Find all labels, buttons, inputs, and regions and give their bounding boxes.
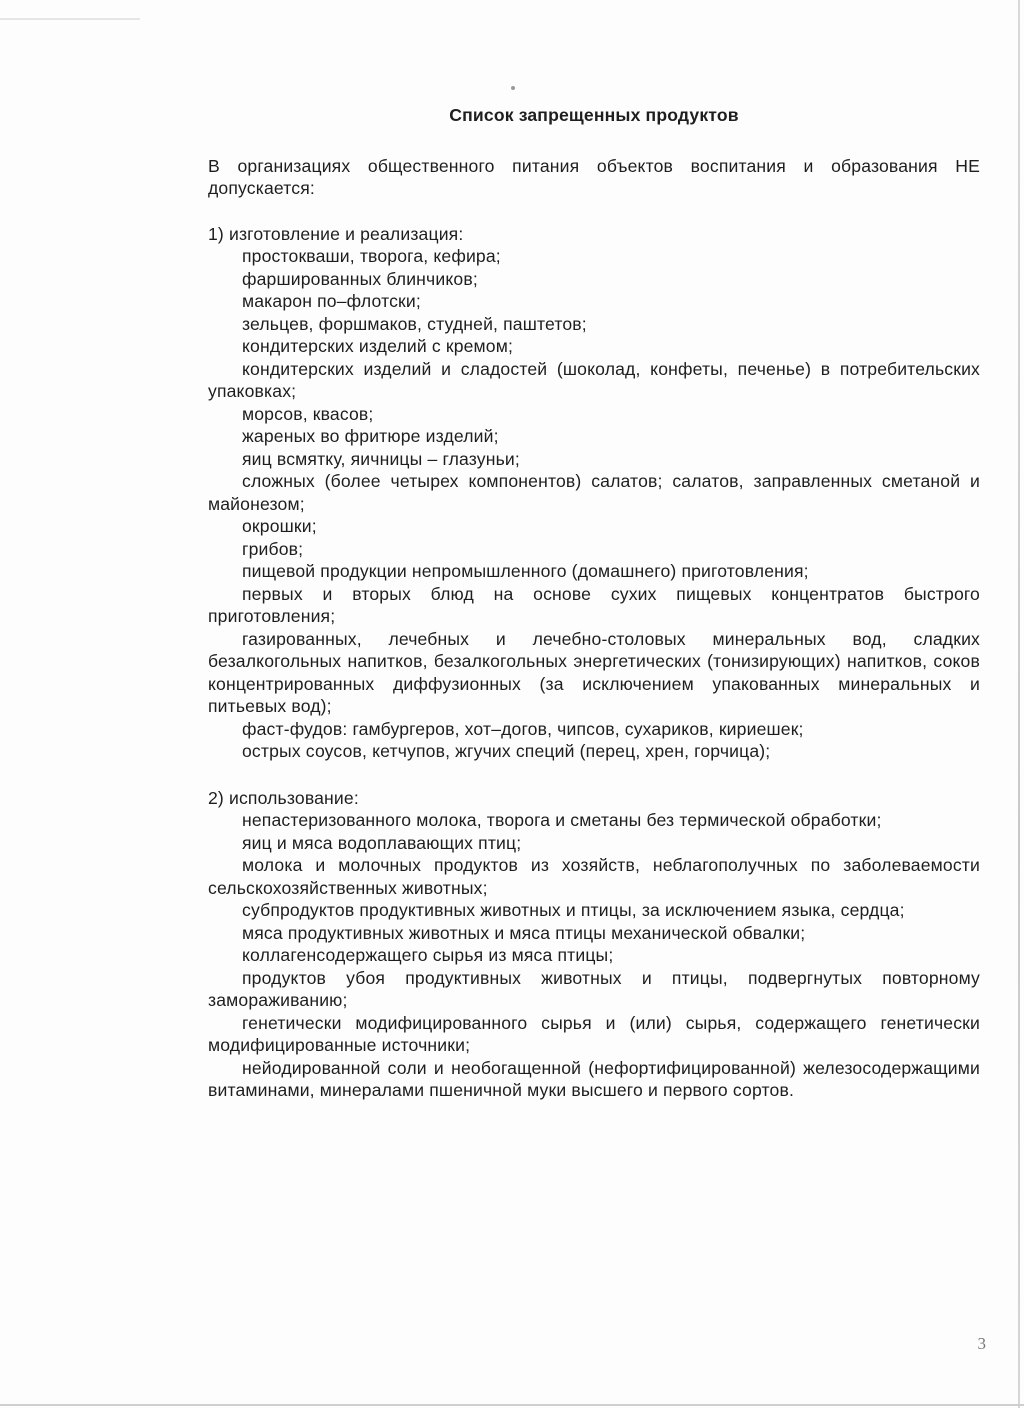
scan-edge-top xyxy=(0,18,140,20)
page-number: 3 xyxy=(977,1334,986,1353)
section-spacer xyxy=(208,763,980,787)
list-item: газированных, лечебных и лечебно-столовых минеральных вод, сладких безалкогольных напитков, безалкогольных энергетических (тонизирующих) напитков, соков концентрированных диффузионных (за исключением упакованных минеральных и питьевых вод); xyxy=(208,628,980,716)
list-item: продуктов убоя продуктивных животных и птицы, подвергнутых повторному замораживанию; xyxy=(208,967,980,1010)
scan-edge-right xyxy=(1018,0,1020,1408)
list-item: макарон по–флотски; xyxy=(242,291,421,311)
intro-paragraph: В организациях общественного питания объектов воспитания и образования НЕ допускается: xyxy=(208,155,980,198)
list-item: морсов, квасов; xyxy=(242,403,374,424)
list-item: кондитерских изделий с кремом; xyxy=(242,336,514,356)
list-item: зельцев, форшмаков, студней, паштетов; xyxy=(242,313,587,334)
list-item: острых соусов, кетчупов, жгучих специй (перец, хрен, горчица); xyxy=(242,741,771,761)
section-production xyxy=(208,223,980,763)
list-item: грибов; xyxy=(242,538,304,559)
list-item: фаршированных блинчиков; xyxy=(242,268,478,289)
section-heading: 1) изготовление и реализация: xyxy=(208,223,464,244)
list-item: яиц и мяса водоплавающих птиц; xyxy=(242,832,522,853)
item-list xyxy=(208,245,980,763)
list-item: простокваши, творога, кефира; xyxy=(242,246,501,266)
section-usage xyxy=(208,787,980,1102)
list-item: окрошки; xyxy=(242,516,317,536)
list-item: фаст-фудов: гамбургеров, хот–догов, чипсов, сухариков, кириешек; xyxy=(242,718,804,739)
section-heading: 2) использование: xyxy=(208,787,359,808)
list-item: первых и вторых блюд на основе сухих пищевых концентратов быстрого приготовления; xyxy=(208,583,980,626)
list-item: непастеризованного молока, творога и сметаны без термической обработки; xyxy=(242,810,882,830)
list-item: жареных во фритюре изделий; xyxy=(242,426,499,446)
list-item: нейодированной соли и необогащенной (нефортифицированной) железосодержащими витаминами, минералами пшеничной муки высшего и первого сортов. xyxy=(208,1057,980,1100)
list-item: субпродуктов продуктивных животных и птицы, за исключением языка, сердца; xyxy=(242,900,905,920)
list-item: молока и молочных продуктов из хозяйств, неблагополучных по заболеваемости сельскохозяйственных животных; xyxy=(208,855,980,898)
list-item: кондитерских изделий и сладостей (шоколад, конфеты, печенье) в потребительских упаковках; xyxy=(208,358,980,401)
item-list xyxy=(208,809,980,1102)
list-item: мяса продуктивных животных и мяса птицы механической обвалки; xyxy=(242,922,806,943)
list-item: коллагенсодержащего сырья из мяса птицы; xyxy=(242,945,614,965)
list-item: яиц всмятку, яичницы – глазуньи; xyxy=(242,448,520,469)
document-body xyxy=(208,104,980,1102)
list-item: генетически модифицированного сырья и (или) сырья, содержащего генетически модифицированные источники; xyxy=(208,1012,980,1055)
list-item: сложных (более четырех компонентов) салатов; салатов, заправленных сметаной и майонезом; xyxy=(208,471,980,514)
list-item: пищевой продукции непромышленного (домашнего) приготовления; xyxy=(242,561,809,581)
document-title: Список запрещенных продуктов xyxy=(449,105,739,125)
scan-edge-bottom xyxy=(0,1404,1024,1406)
scan-speck xyxy=(511,86,515,90)
